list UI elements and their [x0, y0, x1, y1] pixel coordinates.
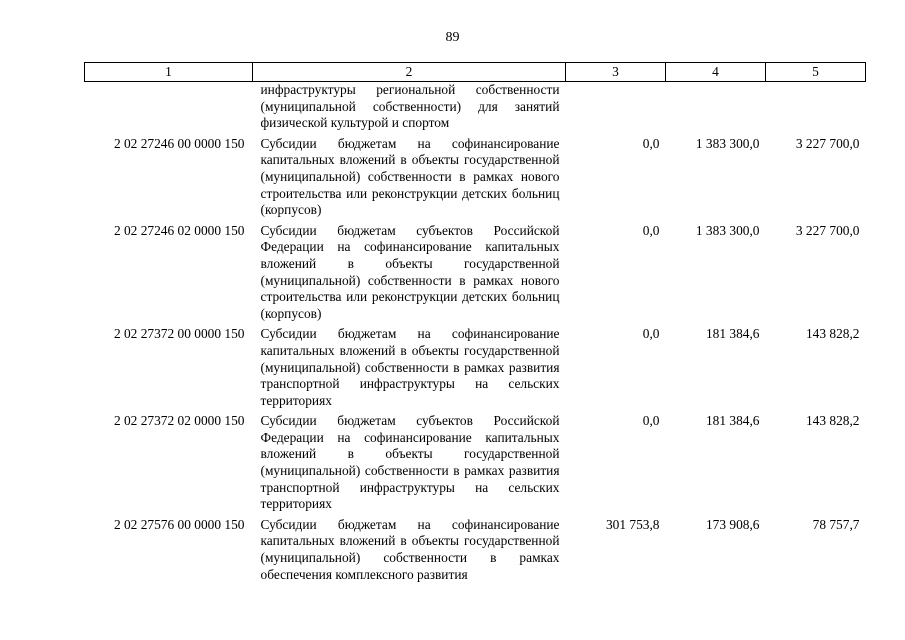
budget-code: 2 02 27372 02 0000 150 [113, 413, 245, 429]
column-header-1: 1 [85, 63, 253, 82]
budget-code [85, 82, 253, 136]
budget-code: 2 02 27576 00 0000 150 [113, 516, 245, 532]
value-col-4 [666, 82, 766, 136]
table-row [85, 82, 866, 136]
row-description: Субсидии бюджетам на софинансирование капитальных вложений в объекты государственной (муниципальной) собственности в рамках обеспечения комплексного развития [260, 516, 560, 582]
value-col-5: 143 828,2 [805, 326, 860, 342]
value-col-4: 1 383 300,0 [695, 135, 760, 151]
budget-code: 2 02 27246 00 0000 150 [113, 135, 245, 151]
column-header-3: 3 [566, 63, 666, 82]
table-row [85, 517, 866, 587]
row-description: Субсидии бюджетам на софинансирование капитальных вложений в объекты государственной (муниципальной) собственности в рамках развития транспортной инфраструктуры на сельских территориях [260, 326, 560, 408]
value-col-5 [766, 82, 866, 136]
column-header-5: 5 [766, 63, 866, 82]
value-col-5: 3 227 700,0 [795, 222, 860, 238]
table-row [85, 413, 866, 517]
budget-code: 2 02 27372 00 0000 150 [113, 326, 245, 342]
column-header-4: 4 [666, 63, 766, 82]
value-col-3: 0,0 [642, 135, 660, 151]
page-number: 89 [445, 30, 460, 45]
value-col-4: 181 384,6 [705, 413, 760, 429]
row-description: Субсидии бюджетам субъектов Российской Федерации на софинансирование капитальных вложений в объекты государственной (муниципальной) собственности в рамках нового строительства или реконструкции детских больниц (корпусов) [260, 222, 560, 321]
row-description: инфраструктуры региональной собственности (муниципальной собственности) для занятий физической культурой и спортом [260, 82, 560, 131]
table-body [85, 82, 866, 588]
budget-code: 2 02 27246 02 0000 150 [113, 222, 245, 238]
row-description: Субсидии бюджетам субъектов Российской Федерации на софинансирование капитальных вложений в объекты государственной (муниципальной) собственности в рамках развития транспортной инфраструктуры на сельских территориях [260, 413, 560, 512]
value-col-3: 0,0 [642, 413, 660, 429]
table-row [85, 136, 866, 223]
value-col-5: 78 757,7 [812, 516, 860, 532]
table-row [85, 223, 866, 327]
value-col-4: 173 908,6 [705, 516, 760, 532]
table-header [85, 63, 866, 82]
value-col-3: 0,0 [642, 222, 660, 238]
header-row [85, 63, 866, 82]
row-description: Субсидии бюджетам на софинансирование капитальных вложений в объекты государственной (муниципальной) собственности в рамках нового строительства или реконструкции детских больниц (корпусов) [260, 135, 560, 218]
value-col-3 [566, 82, 666, 136]
budget-table [84, 62, 866, 587]
value-col-4: 181 384,6 [705, 326, 760, 342]
table-row [85, 326, 866, 413]
value-col-5: 3 227 700,0 [795, 135, 860, 151]
value-col-3: 0,0 [642, 326, 660, 342]
value-col-3: 301 753,8 [605, 516, 660, 532]
value-col-5: 143 828,2 [805, 413, 860, 429]
column-header-2: 2 [253, 63, 566, 82]
value-col-4: 1 383 300,0 [695, 222, 760, 238]
